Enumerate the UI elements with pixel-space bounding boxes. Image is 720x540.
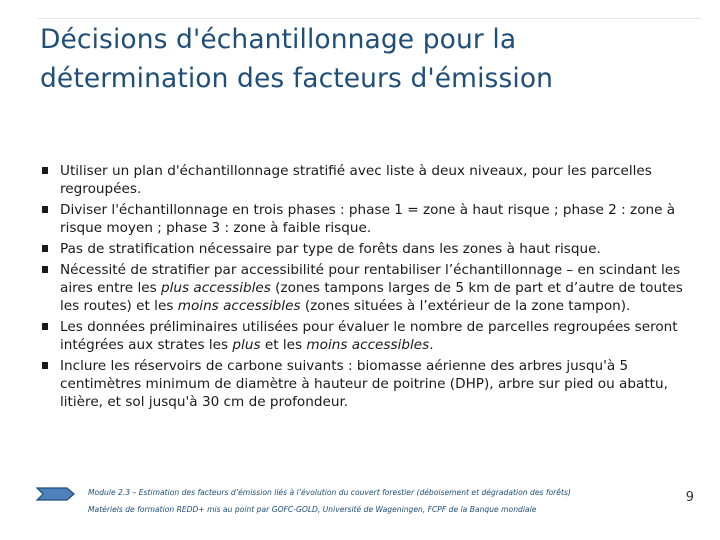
bullet-square-icon bbox=[42, 206, 48, 213]
footer-module-text: Module 2.3 – Estimation des facteurs d’émission liés à l’évolution du couvert forestier (déboisement et dégradation des forêts) bbox=[88, 488, 571, 497]
bullet-square-icon bbox=[42, 167, 48, 174]
bullet-text-part: Inclure les réservoirs de carbone suivants : biomasse aérienne des arbres jusqu'à 5 centimètres minimum de diamètre à hauteur de poitrine (DHP), arbre sur pied ou abattu, litière, et sol jusqu'à 30 cm de profondeur. bbox=[60, 358, 668, 410]
bullet-square-icon bbox=[42, 323, 48, 330]
slide-title: Décisions d'échantillonnage pour la détermination des facteurs d'émission bbox=[40, 24, 554, 94]
bullet-text-part: Utiliser un plan d'échantillonnage stratifié avec liste à deux niveaux, pour les parcelles regroupées. bbox=[60, 163, 652, 197]
page-number: 9 bbox=[685, 490, 694, 505]
bullet-text-part: Les données préliminaires utilisées pour évaluer le nombre de parcelles regroupées seront intégrées aux strates les bbox=[60, 319, 678, 353]
bullet-list bbox=[40, 162, 690, 414]
bullet-square-icon bbox=[42, 362, 48, 369]
footer-credits-text: Matériels de formation REDD+ mis au point par GOFC-GOLD, Université de Wageningen, FCPF de la Banque mondiale bbox=[88, 505, 537, 514]
bullet-text bbox=[60, 357, 690, 411]
bullet-item bbox=[40, 240, 690, 258]
bullet-item bbox=[40, 357, 690, 411]
bullet-text-part: (zones situées à l’extérieur de la zone tampon). bbox=[300, 298, 631, 314]
footer-arrow-icon bbox=[36, 486, 76, 502]
bullet-text-part: Pas de stratification nécessaire par type de forêts dans les zones à haut risque. bbox=[60, 241, 601, 257]
bullet-text-emphasis: moins accessibles bbox=[306, 337, 430, 353]
bullet-text bbox=[60, 261, 690, 315]
bullet-text bbox=[60, 162, 690, 198]
bullet-item bbox=[40, 318, 690, 354]
bullet-square-icon bbox=[42, 245, 48, 252]
bullet-item bbox=[40, 201, 690, 237]
bullet-text bbox=[60, 201, 690, 237]
bullet-text-emphasis: moins accessibles bbox=[177, 298, 301, 314]
bullet-text-emphasis: plus accessibles bbox=[161, 280, 271, 296]
bullet-text-part: (zones tampons larges de 5 km de part et d’autre de toutes les routes) et les bbox=[60, 280, 683, 314]
bullet-text bbox=[60, 318, 690, 354]
bullet-text-part: Diviser l'échantillonnage en trois phases : phase 1 = zone à haut risque ; phase 2 : zone à risque moyen ; phase 3 : zone à faible risque. bbox=[60, 202, 676, 236]
title-divider bbox=[38, 18, 700, 19]
bullet-text-emphasis: plus bbox=[232, 337, 261, 353]
bullet-item bbox=[40, 162, 690, 198]
bullet-item bbox=[40, 261, 690, 315]
bullet-text-part: . bbox=[429, 337, 434, 353]
bullet-text bbox=[60, 240, 690, 258]
bullet-text-part: Nécessité de stratifier par accessibilité pour rentabiliser l’échantillonnage – en scindant les aires entre les bbox=[60, 262, 681, 296]
bullet-text-part: et les bbox=[260, 337, 307, 353]
bullet-square-icon bbox=[42, 266, 48, 273]
